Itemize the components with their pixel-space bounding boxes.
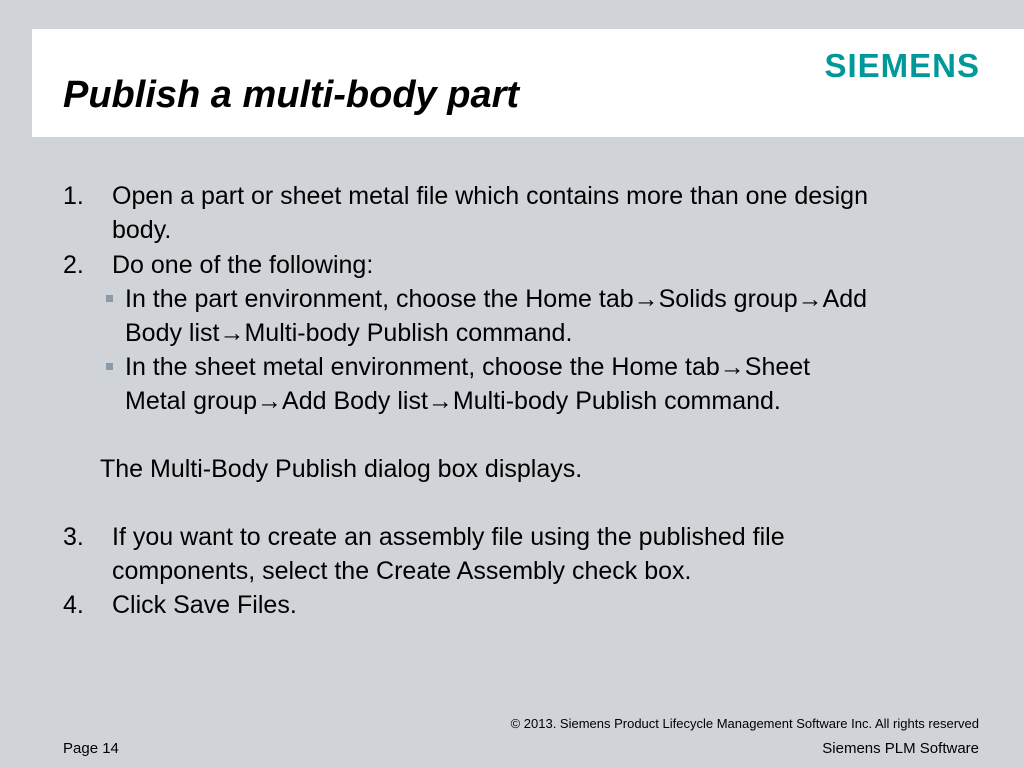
step-text-line: If you want to create an assembly file using the published file xyxy=(112,523,785,551)
footer-company: Siemens PLM Software xyxy=(822,740,979,757)
slide-title: Publish a multi-body part xyxy=(63,74,520,116)
footer-copyright: © 2013. Siemens Product Lifecycle Management Software Inc. All rights reserved xyxy=(510,716,979,731)
step-text-line: Click Save Files. xyxy=(112,591,297,619)
bullet-marker xyxy=(106,363,113,370)
step-number: 3. xyxy=(63,523,84,551)
bullet-text-line: In the part environment, choose the Home tab→Solids group→Add xyxy=(125,285,868,313)
bullet-marker xyxy=(106,295,113,302)
step-text-line: components, select the Create Assembly check box. xyxy=(112,557,692,585)
step-number: 1. xyxy=(63,182,84,210)
dialog-note: The Multi-Body Publish dialog box displays. xyxy=(100,455,583,483)
step-text-line: Open a part or sheet metal file which contains more than one design xyxy=(112,182,868,210)
step-text-line: body. xyxy=(112,216,172,244)
step-text-line: Do one of the following: xyxy=(112,251,374,279)
bullet-text-line: Body list→Multi-body Publish command. xyxy=(125,319,573,347)
bullet-text-line: Metal group→Add Body list→Multi-body Publish command. xyxy=(125,387,781,415)
step-number: 4. xyxy=(63,591,84,619)
bullet-text-line: In the sheet metal environment, choose the Home tab→Sheet xyxy=(125,353,811,381)
siemens-logo: SIEMENS xyxy=(824,47,980,84)
step-number: 2. xyxy=(63,251,84,279)
footer-page-number: Page 14 xyxy=(63,740,119,757)
